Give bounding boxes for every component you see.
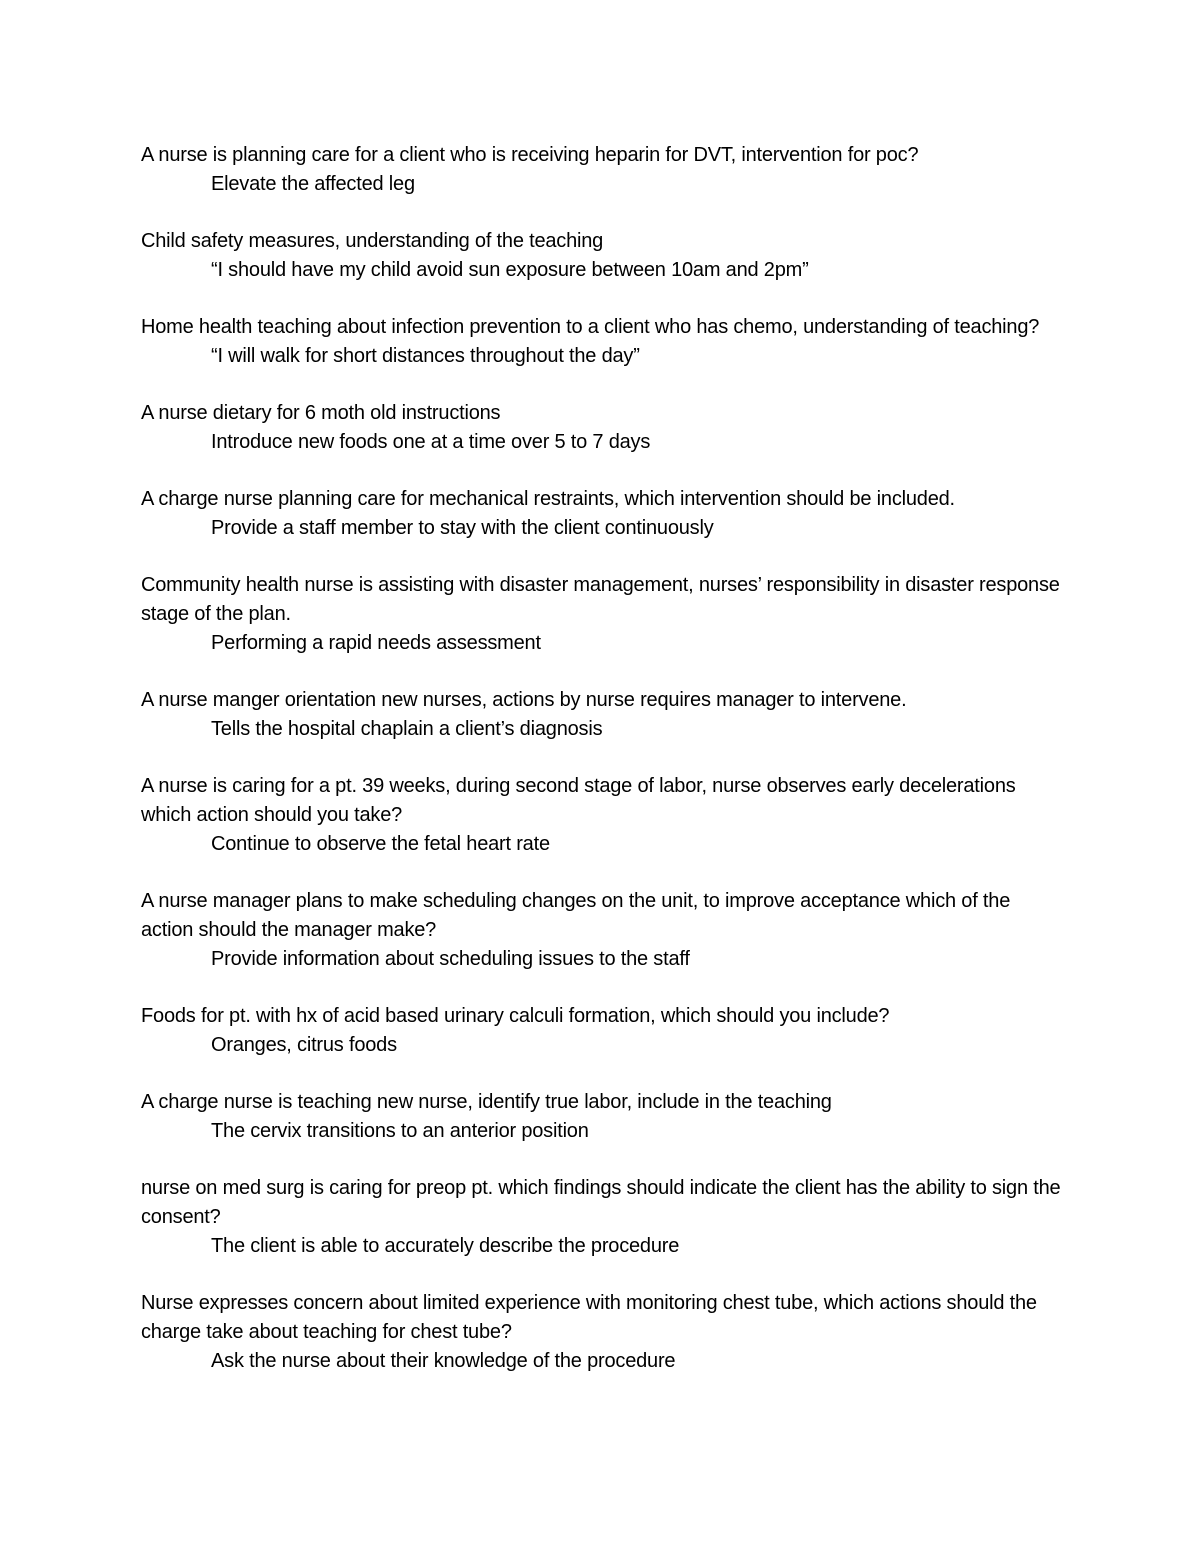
- qa-item: [141, 571, 1066, 658]
- question-text: A nurse is planning care for a client who is receiving heparin for DVT, intervention for poc?: [141, 144, 919, 166]
- qa-item: [141, 313, 1066, 371]
- answer-text: Continue to observe the fetal heart rate: [211, 833, 550, 855]
- question-text: A nurse manager plans to make scheduling changes on the unit, to improve acceptance which of the action should the manager make?: [141, 890, 1011, 941]
- question-text: A nurse dietary for 6 moth old instructions: [141, 402, 501, 424]
- answer-text: Elevate the affected leg: [211, 173, 415, 195]
- qa-item: [141, 485, 1066, 543]
- question-text: Child safety measures, understanding of the teaching: [141, 230, 604, 252]
- qa-item: [141, 1002, 1066, 1060]
- answer-text: Tells the hospital chaplain a client’s diagnosis: [211, 718, 603, 740]
- qa-item: [141, 772, 1066, 859]
- question-text: A charge nurse is teaching new nurse, identify true labor, include in the teaching: [141, 1091, 832, 1113]
- answer-text: Provide information about scheduling issues to the staff: [211, 948, 690, 970]
- question-text: Community health nurse is assisting with disaster management, nurses’ responsibility in disaster response stage of the plan.: [141, 574, 1060, 625]
- document-body: [141, 141, 1066, 1404]
- answer-text: “I should have my child avoid sun exposure between 10am and 2pm”: [211, 259, 809, 281]
- qa-item: [141, 1289, 1066, 1376]
- qa-item: [141, 399, 1066, 457]
- qa-item: [141, 887, 1066, 974]
- question-text: Foods for pt. with hx of acid based urinary calculi formation, which should you include?: [141, 1005, 890, 1027]
- answer-text: Introduce new foods one at a time over 5 to 7 days: [211, 431, 651, 453]
- question-text: Nurse expresses concern about limited experience with monitoring chest tube, which actions should the charge take about teaching for chest tube?: [141, 1292, 1037, 1343]
- qa-item: [141, 227, 1066, 285]
- answer-text: The cervix transitions to an anterior position: [211, 1120, 589, 1142]
- answer-text: Provide a staff member to stay with the client continuously: [211, 517, 714, 539]
- qa-item: [141, 1088, 1066, 1146]
- answer-text: Performing a rapid needs assessment: [211, 632, 541, 654]
- question-text: Home health teaching about infection prevention to a client who has chemo, understanding of teaching?: [141, 316, 1040, 338]
- question-text: A charge nurse planning care for mechanical restraints, which intervention should be included.: [141, 488, 955, 510]
- qa-item: [141, 1174, 1066, 1261]
- qa-item: [141, 141, 1066, 199]
- answer-text: The client is able to accurately describe the procedure: [211, 1235, 680, 1257]
- answer-text: Ask the nurse about their knowledge of the procedure: [211, 1350, 676, 1372]
- answer-text: “I will walk for short distances throughout the day”: [211, 345, 640, 367]
- question-text: nurse on med surg is caring for preop pt. which findings should indicate the client has the ability to sign the consent?: [141, 1177, 1061, 1228]
- answer-text: Oranges, citrus foods: [211, 1034, 397, 1056]
- question-text: A nurse manger orientation new nurses, actions by nurse requires manager to intervene.: [141, 689, 907, 711]
- qa-item: [141, 686, 1066, 744]
- question-text: A nurse is caring for a pt. 39 weeks, during second stage of labor, nurse observes early decelerations which action should you take?: [141, 775, 1016, 826]
